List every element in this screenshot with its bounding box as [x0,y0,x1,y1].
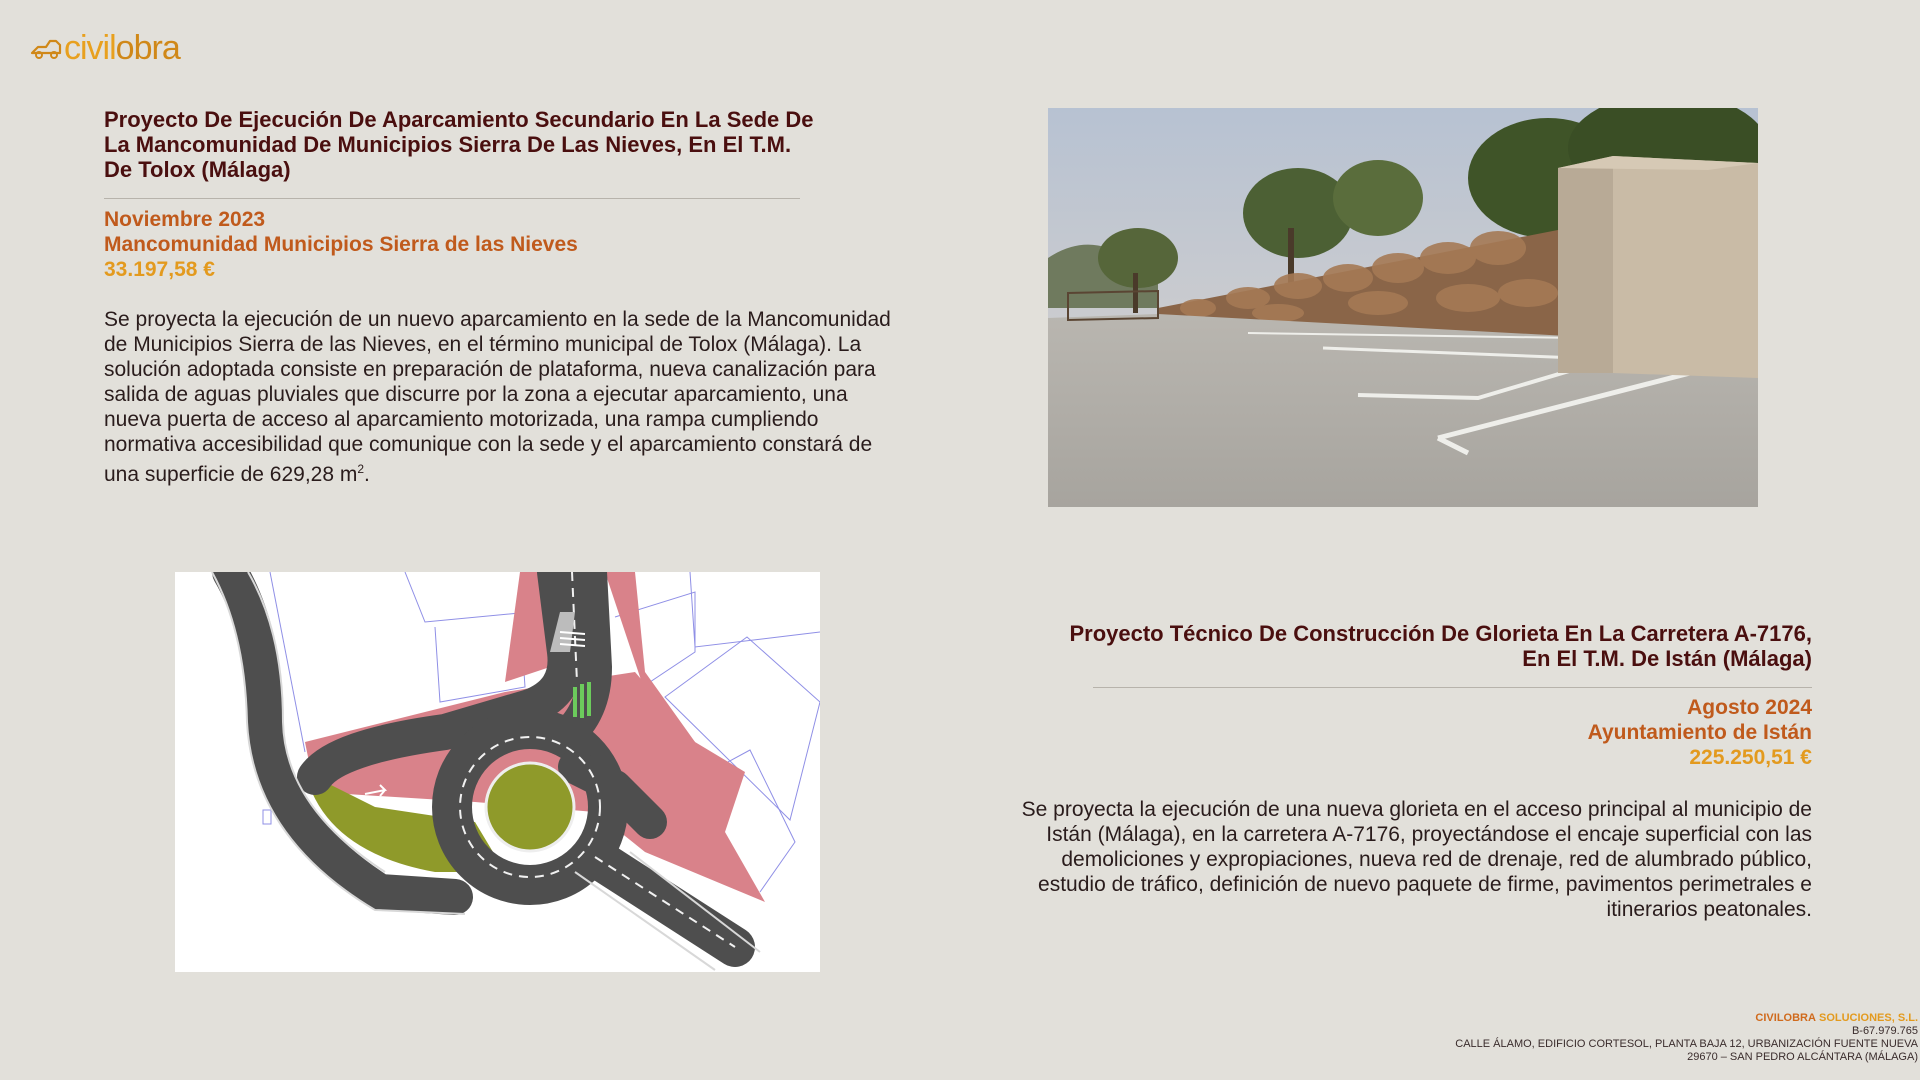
project1-description-text: Se proyecta la ejecución de un nuevo aparcamiento en la sede de la Mancomunidad de Municipios Sierra de las Nieves, en el término municipal de Tolox (Málaga). La solución adoptada consiste en preparación de plataforma, nueva canalización para salida de aguas pluviales que discurre por la zona a ejecutar aparcamiento, una nueva puerta de acceso al aparcamiento motorizada, una rampa cumpliendo normativa accesibilidad que comunique con la sede y el aparcamiento constará de una superficie de 629,28 m [104,308,891,486]
footer-address: CALLE ÁLAMO, EDIFICIO CORTESOL, PLANTA BAJA 12, URBANIZACIÓN FUENTE NUEVA [1455,1038,1918,1050]
footer-company [1455,1012,1918,1025]
footer-company-name: CIVILOBRA [1755,1012,1816,1024]
project1-date: Noviembre 2023 [104,208,266,231]
truck-logo-icon [30,35,64,61]
project2-divider [1093,687,1812,688]
company-footer [1455,1012,1918,1064]
company-logo[interactable] [30,28,180,68]
logo-text-obra: obra [115,29,180,67]
project2-description: Se proyecta la ejecución de una nueva glorieta en el acceso principal al municipio de Istán (Málaga), en la carretera A-7176, proyectándose el encaje superficial con las demoliciones y expropiaciones, nueva red de drenaje, red de alumbrado público, estudio de tráfico, definición de nuevo paquete de firme, pavimentos perimetrales e itinerarios peatonales. [1021,798,1812,921]
project1-description-end: . [364,463,370,486]
footer-cif: B-67.979.765 [1851,1025,1918,1037]
project1-title: Proyecto De Ejecución De Aparcamiento Secundario En La Sede De La Mancomunidad De Municipios Sierra De Las Nieves, En El T.M. De Tolox (Málaga) [104,107,814,182]
project1-unit-superscript: 2 [357,462,365,476]
project1-meta [104,207,578,282]
project2-title-line1: Proyecto Técnico De Construcción De Glorieta En La Carretera A-7176, [1069,621,1812,646]
logo-text [64,28,180,68]
project2-date: Agosto 2024 [1687,696,1812,719]
logo-text-civil: civil [64,29,116,67]
project2-amount: 225.250,51 € [1689,746,1812,769]
parking-lot-photo [1048,108,1758,507]
project2-title-line2: En El T.M. De Istán (Málaga) [1522,646,1812,671]
footer-city: 29670 – SAN PEDRO ALCÁNTARA (MÁLAGA) [1687,1051,1918,1063]
footer-company-suffix: SOLUCIONES, S.L. [1818,1012,1918,1024]
project1-client: Mancomunidad Municipios Sierra de las Nieves [104,233,578,256]
project1-divider [104,198,800,199]
roundabout-plan-drawing [175,572,820,972]
project1-description [104,307,904,487]
project2-meta [1300,695,1812,770]
project1-amount: 33.197,58 € [104,258,215,281]
project2-title [1060,621,1812,671]
project2-client: Ayuntamiento de Istán [1587,721,1812,744]
